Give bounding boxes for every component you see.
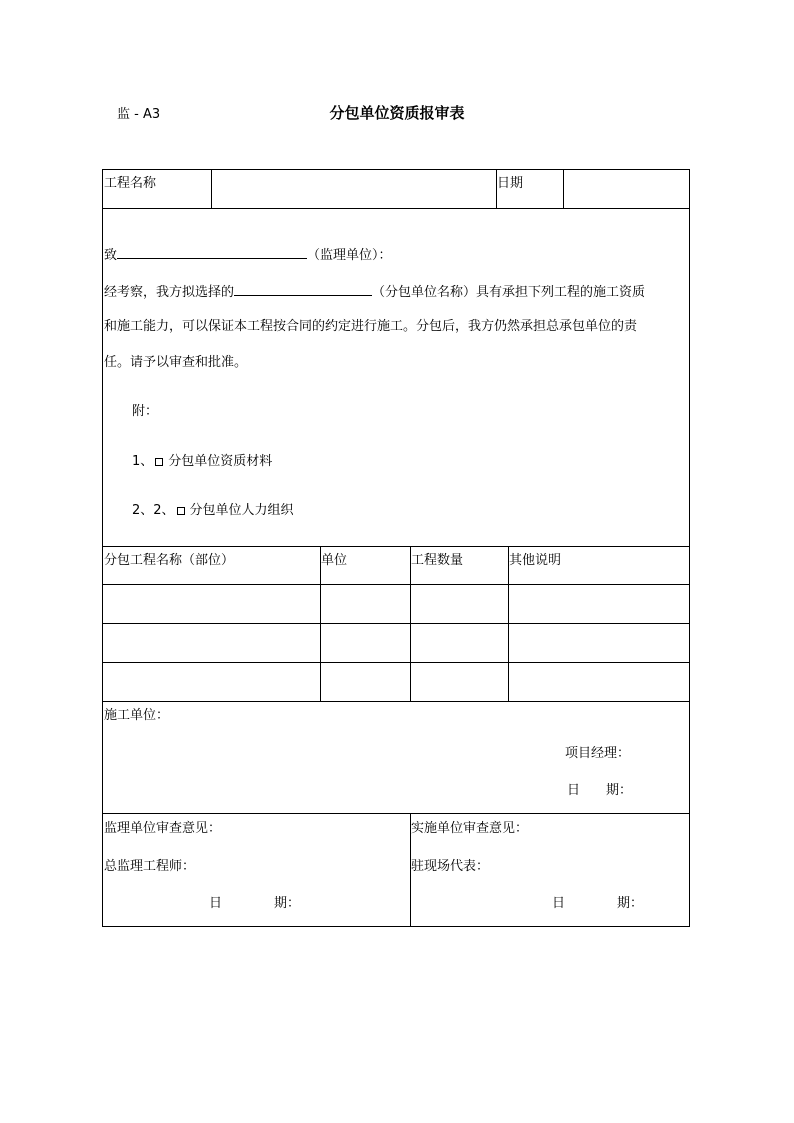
subcontractor-name-blank[interactable] — [234, 282, 372, 296]
divider-line — [563, 170, 564, 208]
contractor-date-label: 日 期： — [567, 783, 633, 798]
checkbox[interactable] — [177, 507, 185, 515]
implementer-opinion-label: 实施单位审查意见： — [411, 821, 529, 836]
divider-line — [410, 546, 411, 701]
form-code: 监 - A3 — [117, 107, 161, 122]
body-line-2: 和施工能力，可以保证本工程按合同的约定进行施工。分包后，我方仍然承担总承包单位的责 — [104, 319, 638, 334]
supervisor-unit-blank[interactable] — [117, 245, 307, 259]
divider-line — [103, 208, 689, 209]
supervision-date-label: 日 期： — [209, 896, 301, 911]
supervision-opinion-label: 监理单位审查意见： — [104, 821, 222, 836]
project-manager-label: 项目经理： — [565, 746, 631, 761]
divider-line — [103, 546, 689, 547]
addressee-suffix: （监理单位）： — [307, 248, 392, 263]
site-representative-label: 驻现场代表： — [411, 859, 490, 874]
body-line-1-prefix: 经考察，我方拟选择的 — [104, 285, 235, 300]
divider-line — [103, 584, 689, 585]
divider-line — [103, 623, 689, 624]
addressee-prefix: 致 — [104, 248, 118, 263]
attachment-item-label: 分包单位资质材料 — [168, 454, 273, 469]
attachment-item-number: 1、 — [132, 454, 154, 469]
project-name-label: 工程名称 — [104, 176, 157, 191]
review-form — [102, 169, 690, 927]
divider-line — [320, 546, 321, 701]
contractor-label: 施工单位： — [104, 708, 170, 723]
checkbox[interactable] — [155, 458, 163, 466]
column-header: 工程数量 — [411, 553, 464, 568]
body-line-1-suffix: （分包单位名称）具有承担下列工程的施工资质 — [372, 285, 646, 300]
attachment-item-number: 2、2、 — [132, 503, 175, 518]
divider-line — [103, 701, 689, 702]
column-header: 单位 — [321, 553, 348, 568]
divider-line — [103, 813, 689, 814]
divider-line — [508, 546, 509, 701]
attachment-item — [132, 503, 294, 519]
implementer-date-label: 日 期： — [552, 896, 644, 911]
divider-line — [211, 170, 212, 208]
body-line-3: 任。请予以审查和批准。 — [104, 355, 248, 370]
column-header: 分包工程名称（部位） — [104, 553, 235, 568]
date-label: 日期 — [497, 176, 524, 191]
attachment-label: 附： — [132, 404, 159, 419]
chief-engineer-label: 总监理工程师： — [104, 859, 196, 874]
attachment-item — [132, 454, 272, 470]
addressee-line — [104, 245, 392, 264]
page-title: 分包单位资质报审表 — [329, 104, 465, 122]
column-header: 其他说明 — [509, 553, 562, 568]
divider-line — [103, 662, 689, 663]
body-line-1 — [104, 282, 645, 301]
attachment-item-label: 分包单位人力组织 — [189, 503, 294, 518]
